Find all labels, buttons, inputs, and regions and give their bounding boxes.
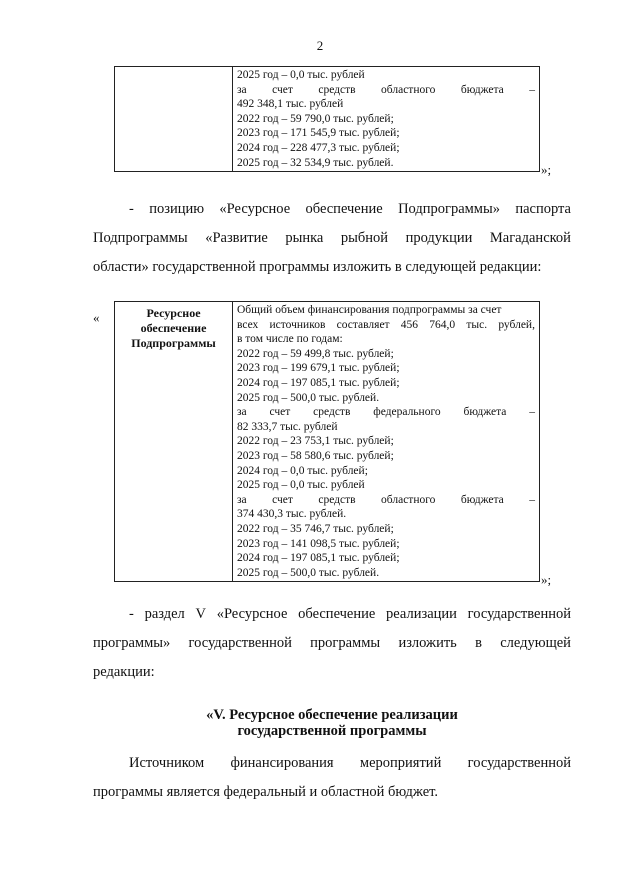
table2-line: 2025 год – 500,0 тыс. рублей.	[237, 391, 380, 404]
table2-heading-cell	[115, 302, 233, 582]
page-number: 2	[316, 38, 324, 53]
paragraph-line: области» государственной программы изложить в следующей редакции:	[93, 259, 542, 275]
table1-close-quote: »;	[541, 162, 552, 177]
table2-line: 2022 год – 35 746,7 тыс. рублей;	[237, 522, 394, 535]
table2-line: 2024 год – 197 085,1 тыс. рублей;	[237, 376, 400, 389]
paragraph-position-change	[93, 195, 571, 282]
paragraph-line: - раздел V «Ресурсное обеспечение реализации государственной	[129, 606, 571, 622]
table2-line: Общий объем финансирования подпрограммы за счет	[237, 304, 502, 316]
table2-line: 2025 год – 0,0 тыс. рублей	[237, 479, 365, 492]
table2-line: 2025 год – 500,0 тыс. рублей.	[237, 566, 380, 579]
table2-line: 2022 год – 23 753,1 тыс. рублей;	[237, 435, 394, 448]
table2-line: 2023 год – 141 098,5 тыс. рублей;	[237, 537, 400, 550]
section-heading: «V. Ресурсное обеспечение реализации государственной программы	[206, 707, 458, 739]
table1-line: 2022 год – 59 790,0 тыс. рублей;	[237, 112, 394, 125]
table2-line: 2023 год – 199 679,1 тыс. рублей;	[237, 362, 400, 375]
paragraph-line: Подпрограммы «Развитие рынка рыбной продукции Магаданской	[93, 230, 571, 246]
resources-table-continuation	[114, 66, 540, 172]
table2-values-cell	[233, 302, 540, 582]
resources-heading: Ресурсное обеспечение Подпрограммы	[131, 306, 216, 350]
paragraph-section-change	[93, 600, 571, 687]
table2-close-quote: »;	[541, 572, 552, 587]
paragraph-funding-sources	[93, 749, 571, 807]
table1-line: 2025 год – 32 534,9 тыс. рублей.	[237, 156, 394, 169]
table2-line: 374 430,3 тыс. рублей.	[237, 508, 347, 521]
table2-line: 2024 год – 0,0 тыс. рублей;	[237, 464, 368, 477]
table2-line: 2024 год – 197 085,1 тыс. рублей;	[237, 552, 400, 565]
table2-line: 82 333,7 тыс. рублей	[237, 420, 338, 433]
table1-regional-line: за счет средств областного бюджета –	[237, 83, 535, 96]
paragraph-line: редакции:	[93, 664, 155, 680]
resources-table	[114, 301, 540, 582]
table1-line: 2025 год – 0,0 тыс. рублей	[237, 69, 365, 81]
table2-open-quote: «	[93, 310, 100, 325]
table2-regional-line: за счет средств областного бюджета –	[237, 493, 535, 506]
table1-line: 2024 год – 228 477,3 тыс. рублей;	[237, 141, 400, 154]
table2-line: 2022 год – 59 499,8 тыс. рублей;	[237, 347, 394, 360]
table1-line: 492 348,1 тыс. рублей	[237, 98, 344, 111]
table2-line: в том числе по годам:	[237, 333, 343, 346]
paragraph-line: программы» государственной программы изложить в следующей	[93, 635, 571, 651]
table2-federal-line: за счет средств федерального бюджета –	[237, 406, 535, 419]
table2-line: 2023 год – 58 580,6 тыс. рублей;	[237, 449, 394, 462]
paragraph-line: - позицию «Ресурсное обеспечение Подпрограммы» паспорта	[129, 201, 571, 217]
table1-left-cell	[115, 67, 233, 172]
table1-line: 2023 год – 171 545,9 тыс. рублей;	[237, 127, 400, 140]
paragraph-line: программы является федеральный и областной бюджет.	[93, 784, 438, 800]
table2-line: всех источников составляет 456 764,0 тыс. рублей,	[237, 318, 535, 331]
paragraph-line: Источником финансирования мероприятий государственной	[129, 755, 571, 771]
table1-right-cell	[233, 67, 540, 172]
